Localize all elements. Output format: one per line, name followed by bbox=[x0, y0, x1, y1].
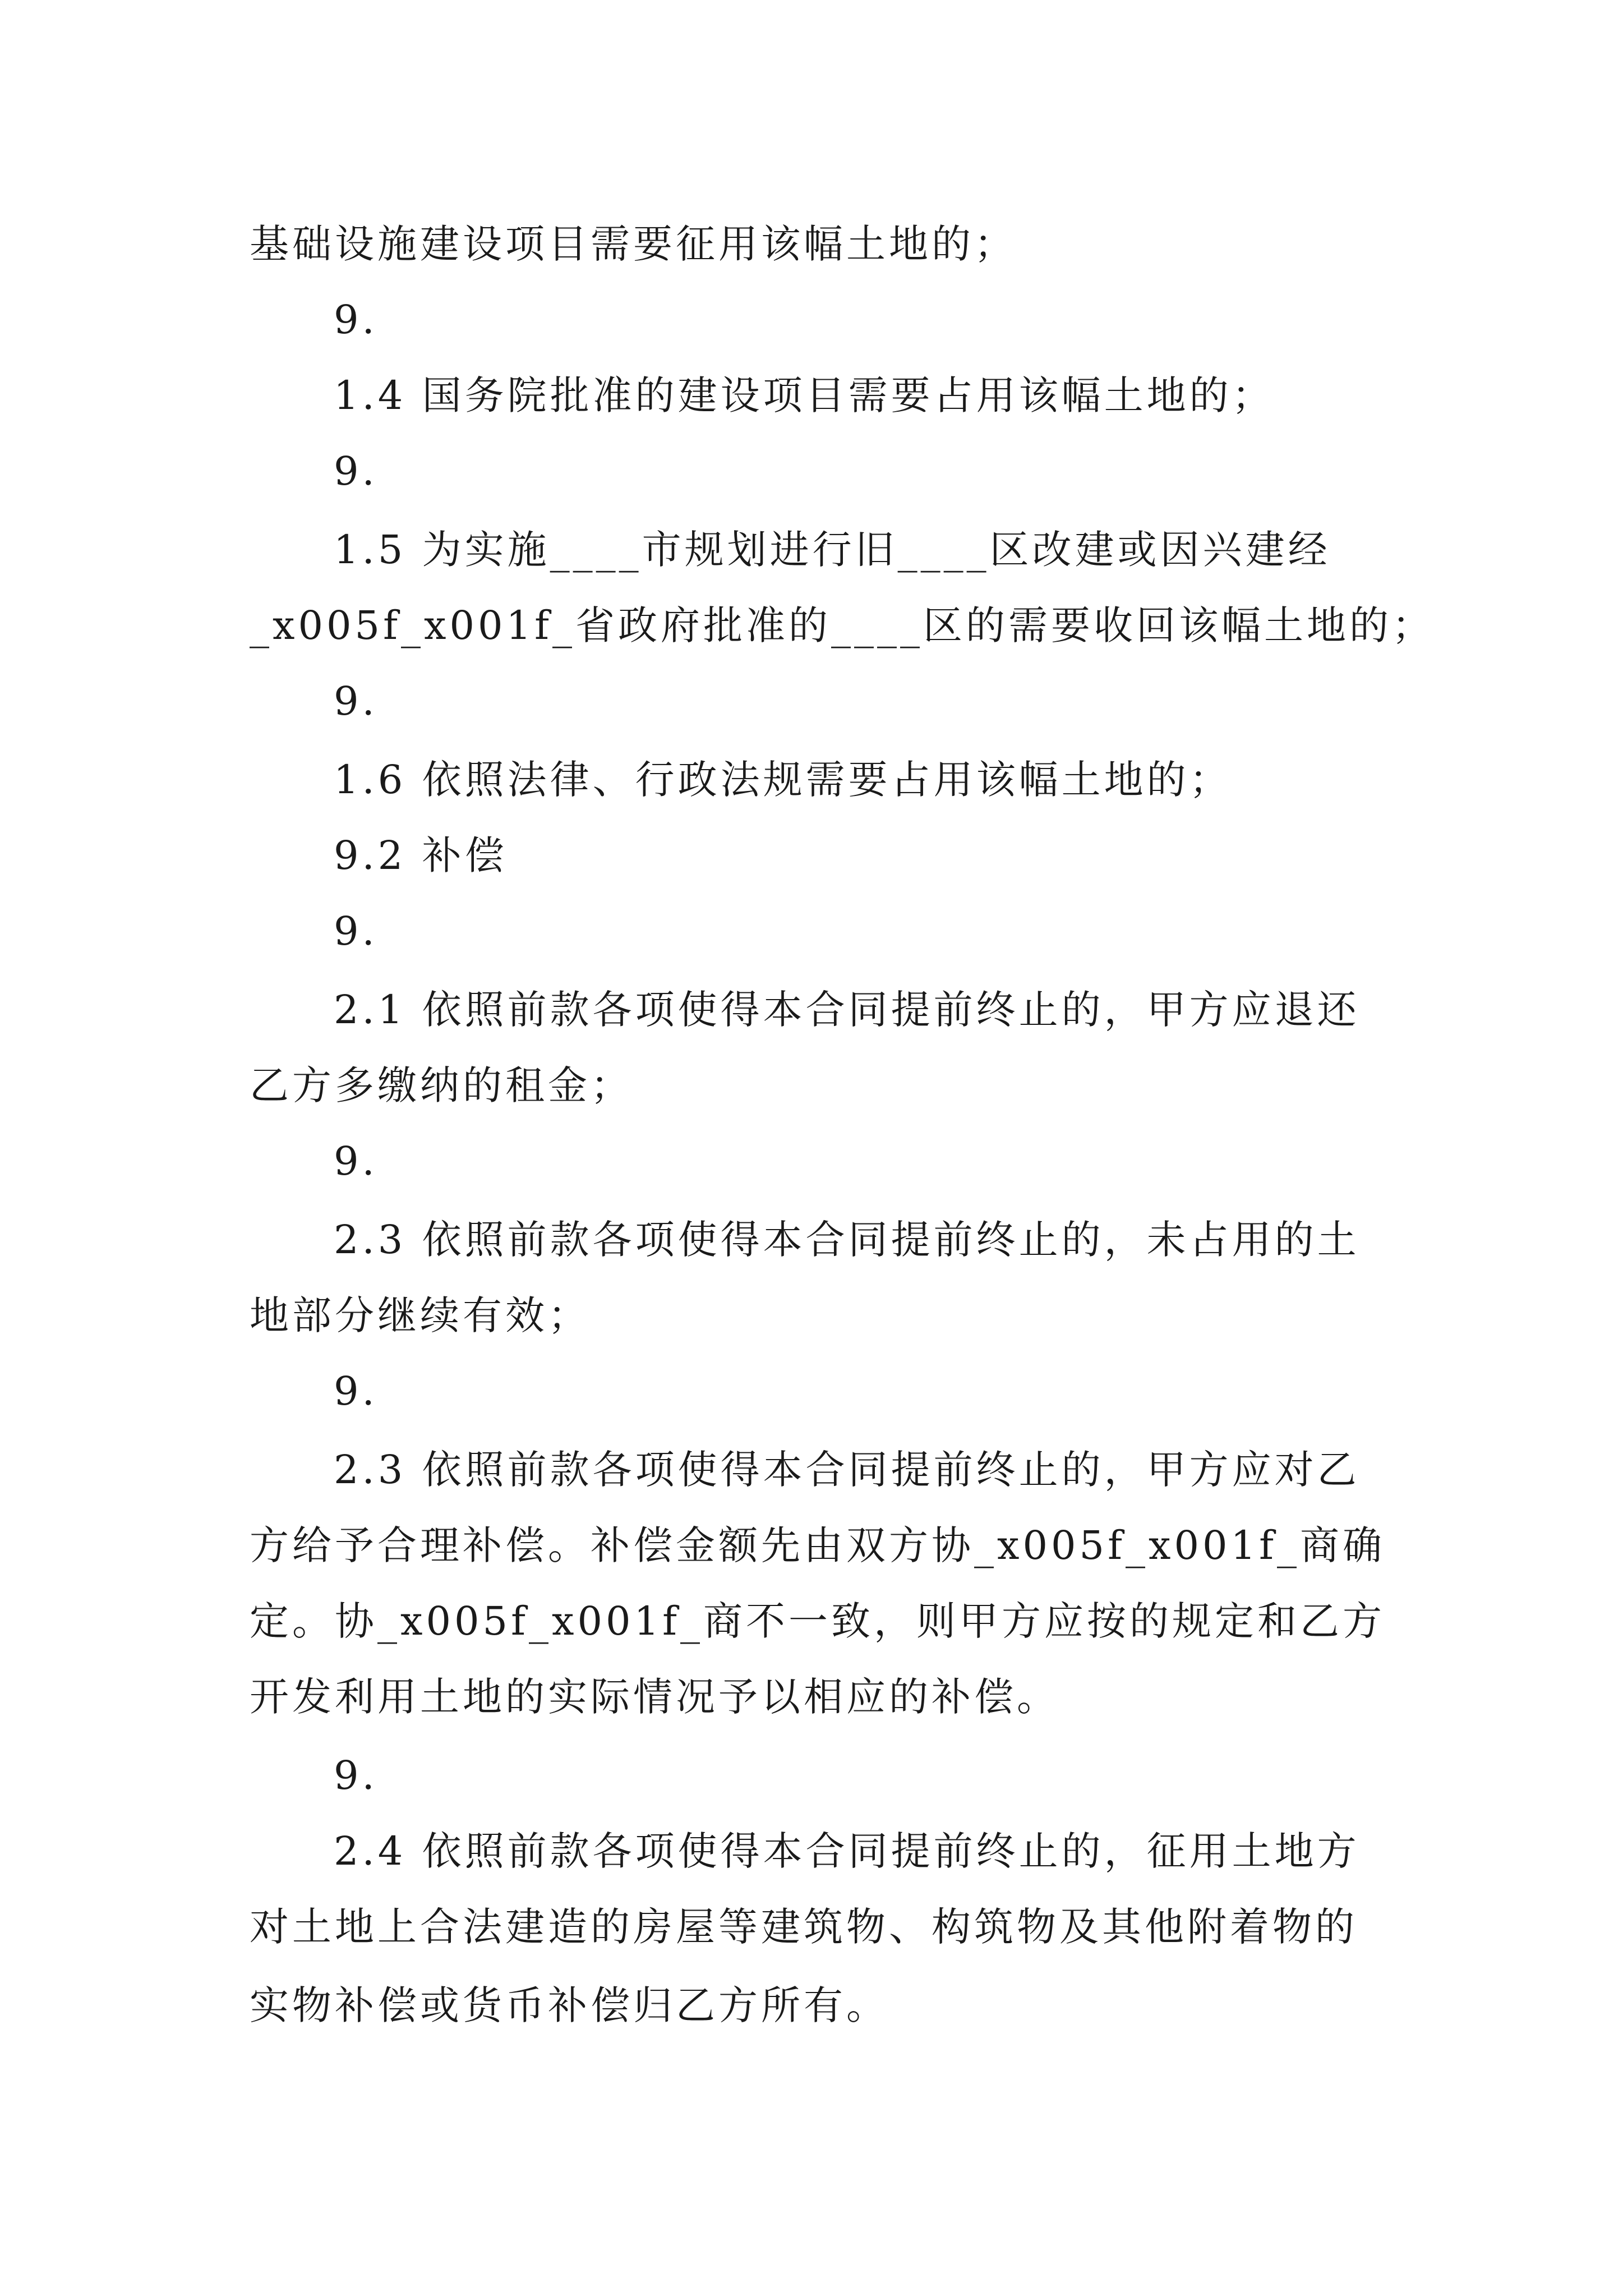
clause-number: 9. bbox=[334, 908, 378, 954]
clause-number: 9. bbox=[334, 1368, 378, 1414]
clause-text: 1.6 依照法律、行政法规需要占用该幅土地的； bbox=[334, 757, 1232, 803]
body-text-line: 开发利用土地的实际情况予以相应的补偿。 bbox=[250, 1674, 1059, 1720]
clause-number: 9. bbox=[334, 1752, 378, 1798]
body-text-line: 方给予合理补偿。补偿金额先由双方协_x005f_x001f_商确 bbox=[250, 1522, 1385, 1568]
clause-number: 9. bbox=[334, 297, 378, 343]
clause-number: 9. bbox=[334, 1138, 378, 1184]
body-text-line: 基础设施建设项目需要征用该幅土地的； bbox=[250, 221, 1017, 267]
clause-text: 1.4 国务院批准的建设项目需要占用该幅土地的； bbox=[334, 372, 1275, 418]
body-text-line: 乙方多缴纳的租金； bbox=[250, 1062, 633, 1108]
clause-text: 1.5 为实施____市规划进行旧____区改建或因兴建经 bbox=[334, 527, 1331, 573]
body-text-line: 对土地上合法建造的房屋等建筑物、构筑物及其他附着物的 bbox=[250, 1904, 1358, 1950]
body-text-line: 定。协_x005f_x001f_商不一致，则甲方应按的规定和乙方 bbox=[250, 1598, 1385, 1644]
clause-number: 9. bbox=[334, 448, 378, 494]
section-heading: 9.2 补偿 bbox=[334, 832, 508, 878]
body-text-line: 地部分继续有效； bbox=[250, 1292, 591, 1338]
body-text-line: 实物补偿或货币补偿归乙方所有。 bbox=[250, 1982, 889, 2028]
clause-number: 9. bbox=[334, 678, 378, 724]
body-text-line: _x005f_x001f_省政府批准的____区的需要收回该幅土地的； bbox=[250, 602, 1435, 648]
clause-text: 2.1 依照前款各项使得本合同提前终止的，甲方应退还 bbox=[334, 987, 1360, 1033]
clause-text: 2.3 依照前款各项使得本合同提前终止的，甲方应对乙 bbox=[334, 1447, 1360, 1493]
clause-text: 2.4 依照前款各项使得本合同提前终止的，征用土地方 bbox=[334, 1828, 1360, 1874]
clause-text: 2.3 依照前款各项使得本合同提前终止的，未占用的土 bbox=[334, 1217, 1360, 1263]
